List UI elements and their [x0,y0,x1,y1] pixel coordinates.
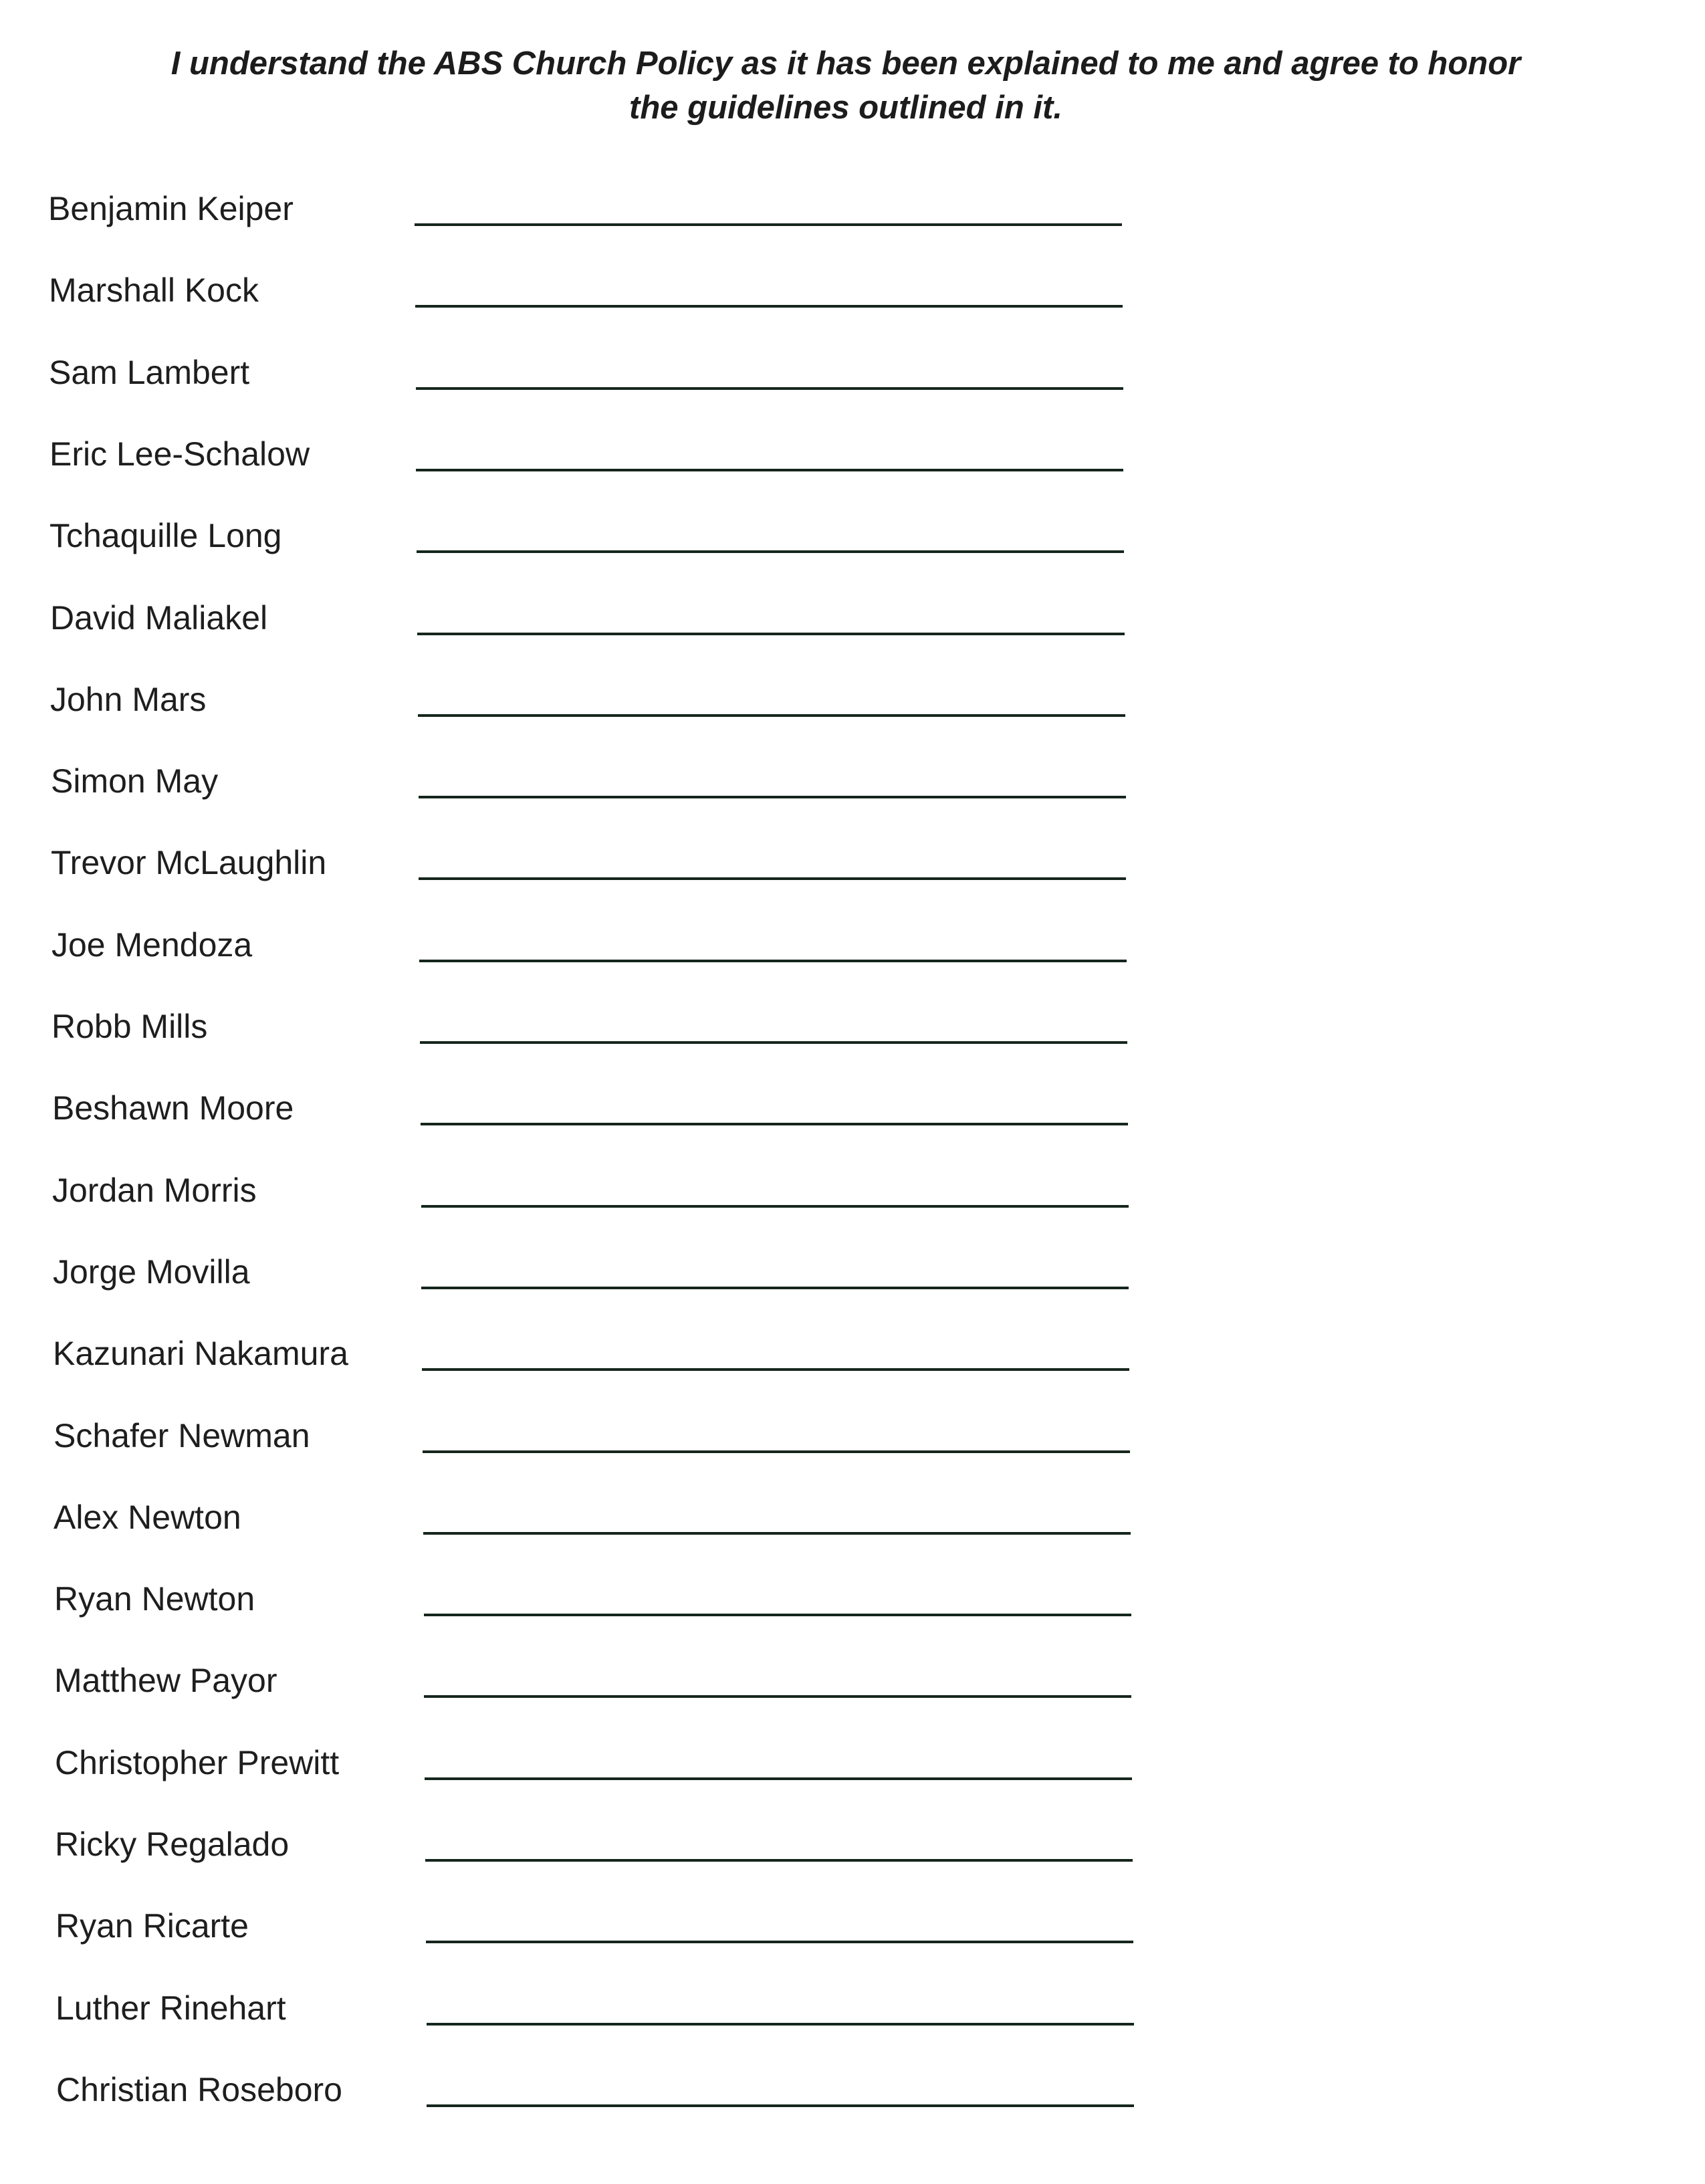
signer-row [0,598,1705,651]
signature-line[interactable] [427,2104,1134,2107]
signer-row [0,1824,1705,1878]
signer-row [0,516,1705,569]
signer-name: Simon May [51,762,219,800]
policy-statement-line-2: the guidelines outlined in it. [629,90,1062,126]
signature-line[interactable] [422,1368,1129,1371]
signer-row [0,761,1705,814]
signature-line[interactable] [425,1777,1132,1780]
signer-row [0,1906,1705,1959]
signer-row [0,270,1705,324]
signature-line[interactable] [419,960,1127,962]
signature-line[interactable] [418,714,1125,717]
signer-row [0,1497,1705,1551]
policy-statement-line-1: I understand the ABS Church Policy as it has been explained to me and agree to honor [170,45,1521,82]
signer-name: Luther Rinehart [55,1989,286,2027]
signer-name: Benjamin Keiper [48,190,294,227]
signer-name: Schafer Newman [53,1417,310,1454]
signer-row [0,1088,1705,1141]
signature-line[interactable] [417,550,1124,553]
signer-name: Ryan Newton [54,1580,255,1618]
signature-line[interactable] [421,1287,1129,1289]
signer-row [0,925,1705,978]
signer-name: Tchaquille Long [49,517,282,554]
signer-name: Matthew Payor [54,1662,277,1699]
signature-line[interactable] [423,1450,1130,1453]
signer-name: Marshall Kock [49,271,259,309]
signer-name: Jordan Morris [52,1172,257,1209]
signer-name: Eric Lee-Schalow [49,435,310,473]
signature-line[interactable] [419,877,1126,880]
signer-row [0,2070,1705,2123]
signer-row [0,1660,1705,1714]
signer-row [0,1333,1705,1387]
signature-line[interactable] [420,1041,1127,1044]
signer-row [0,189,1705,242]
signer-name: Jorge Movilla [53,1253,250,1291]
signer-row [0,1252,1705,1305]
signer-row [0,1743,1705,1796]
signature-line[interactable] [421,1123,1128,1125]
signer-row [0,352,1705,406]
signature-line[interactable] [415,305,1123,308]
signer-row [0,1170,1705,1224]
signer-name: Trevor McLaughlin [51,844,327,881]
signer-name: Joe Mendoza [51,926,253,964]
signer-name: Sam Lambert [49,354,250,391]
signature-line[interactable] [425,1859,1133,1862]
signer-row [0,843,1705,896]
signature-line[interactable] [424,1614,1131,1616]
signer-name: Robb Mills [51,1008,208,1045]
signer-name: Christopher Prewitt [55,1744,340,1781]
signature-line[interactable] [416,387,1123,390]
signer-name: Ryan Ricarte [55,1907,249,1945]
signer-row [0,434,1705,487]
signature-line[interactable] [415,223,1122,226]
signature-line[interactable] [417,633,1125,635]
signer-name: Christian Roseboro [56,2071,342,2108]
signer-row [0,1416,1705,1469]
signer-name: Ricky Regalado [55,1826,290,1863]
signature-line[interactable] [416,469,1123,471]
signer-name: Beshawn Moore [52,1089,294,1127]
signature-line[interactable] [423,1532,1131,1535]
signer-name: John Mars [50,681,207,718]
signer-name: David Maliakel [50,599,268,637]
signature-line[interactable] [419,796,1126,798]
signer-row [0,1579,1705,1632]
signer-row [0,1988,1705,2042]
signature-line[interactable] [421,1205,1129,1208]
signature-line[interactable] [426,1941,1133,1943]
signature-line[interactable] [427,2023,1134,2026]
signer-row [0,679,1705,733]
signer-row [0,1006,1705,1060]
signer-name: Kazunari Nakamura [53,1335,348,1372]
signature-line[interactable] [424,1695,1131,1698]
signer-name: Alex Newton [53,1499,241,1536]
